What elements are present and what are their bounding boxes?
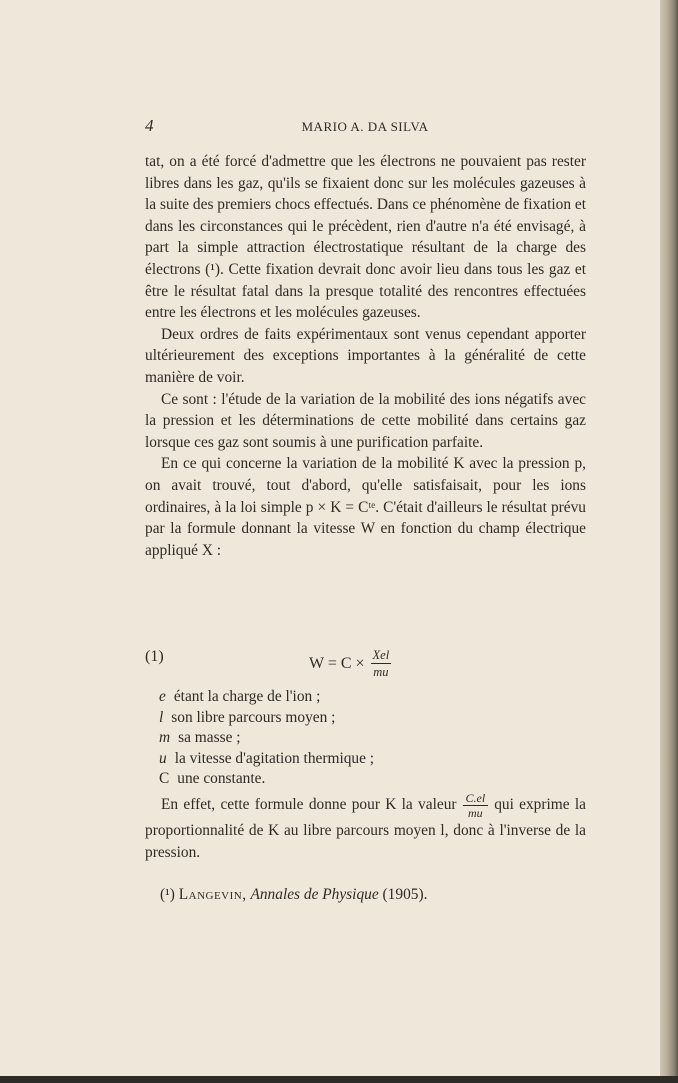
closing-text-after: qui exprime la proportionnalité de K au libre parcours moyen l, donc à l'inverse de la pression.	[145, 796, 586, 861]
definition-symbol: C	[159, 770, 170, 787]
paragraph: En ce qui concerne la variation de la mobilité K avec la pression p, on avait trouvé, tout d'abord, qu'elle satisfaisait, pour les ions ordinaires, à la loi simple p × K = Cᵗᵉ. C'était d'ailleurs le résultat prévu par la formule donnant la vitesse W en fonction du champ électrique appliqué X :	[145, 455, 586, 559]
footnote-year: (1905).	[382, 886, 428, 903]
running-head: MARIO A. DA SILVA	[301, 119, 429, 134]
inline-fraction-numerator: C.el	[463, 791, 489, 806]
page-edge	[660, 0, 678, 1083]
inline-fraction	[463, 791, 489, 820]
definition-symbol: l	[159, 708, 164, 726]
definition-text: son libre parcours moyen ;	[171, 708, 336, 726]
closing-paragraph	[145, 791, 586, 863]
page-number: 4	[145, 116, 154, 135]
definition-text: sa masse ;	[178, 729, 241, 746]
definition-item	[145, 769, 586, 790]
equation-number: (1)	[145, 648, 164, 665]
body-text	[145, 151, 586, 561]
definition-item	[145, 749, 586, 770]
definition-text: étant la charge de l'ion ;	[173, 688, 321, 705]
footnote	[160, 886, 580, 904]
equation-lhs: W = C ×	[309, 654, 365, 672]
equation-body	[309, 647, 391, 680]
equation-fraction	[371, 647, 392, 680]
footnote-marker: (¹)	[160, 886, 175, 903]
paragraph: tat, on a été forcé d'admettre que les électrons ne pouvaient pas rester libres dans les gaz, qu'ils se fixaient donc sur les molécules gazeuses à la suite des premiers chocs effectués. Dans ce phénomène de fixation et dans les circonstances qui le précèdent, rien d'autre n'a été envisagé, à part la simple attraction électrostatique résultant de la charge des électrons (¹). Cette fixation devrait donc avoir lieu dans tous les gaz et être le résultat fatal dans la presque totalité des rencontres effectuées entre les électrons et les molécules gazeuses.	[145, 153, 586, 322]
definition-text: une constante.	[177, 770, 266, 787]
definition-symbol: m	[159, 729, 171, 746]
footnote-journal: Annales de Physique	[250, 886, 379, 903]
paragraph: Ce sont : l'étude de la variation de la mobilité des ions négatifs avec la pression et les déterminations de cette mobilité dans certains gaz lorsque ces gaz sont soumis à une purification parfaite.	[145, 390, 586, 451]
inline-fraction-denominator: mu	[468, 806, 483, 820]
definition-item	[145, 728, 586, 749]
definition-symbol: e	[159, 688, 166, 705]
definition-text: la vitesse d'agitation thermique ;	[174, 749, 375, 767]
definition-list	[145, 687, 586, 790]
definition-symbol: u	[159, 749, 167, 767]
page-bottom-edge	[0, 1076, 678, 1083]
definition-item	[145, 708, 586, 729]
closing-text-before: En effet, cette formule donne pour K la valeur	[161, 796, 457, 814]
fraction-denominator: mu	[373, 665, 389, 679]
equation	[145, 640, 586, 682]
paragraph: Deux ordres de faits expérimentaux sont venus cependant apporter ultérieurement des exceptions importantes à la généralité de cette manière de voir.	[145, 325, 586, 386]
definition-item	[145, 687, 586, 708]
footnote-author: Langevin,	[178, 886, 247, 903]
page-header	[145, 118, 585, 136]
fraction-numerator: Xel	[372, 648, 390, 662]
